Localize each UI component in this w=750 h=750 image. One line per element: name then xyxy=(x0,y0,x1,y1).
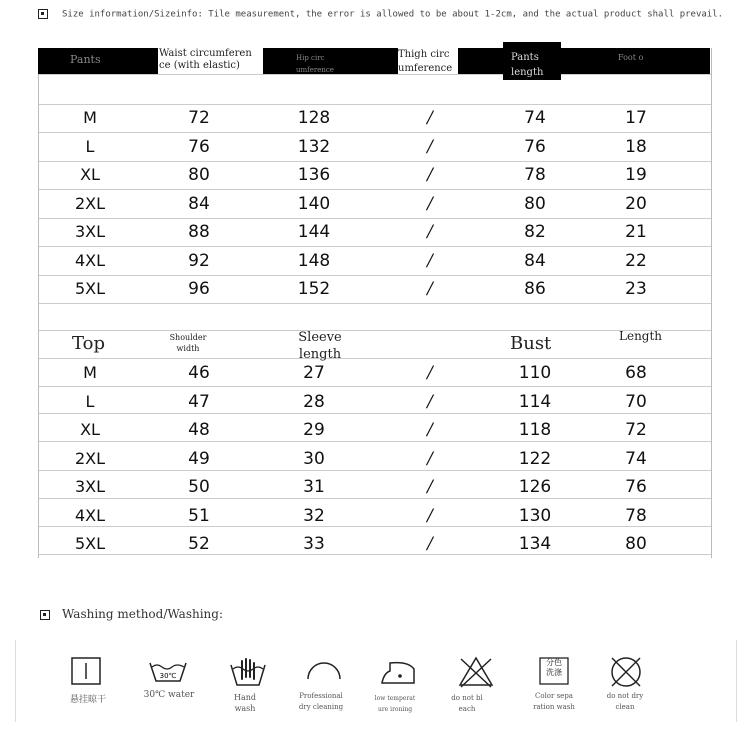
no-tumble-dry-icon xyxy=(606,655,646,689)
top-cell: 74 xyxy=(625,448,647,469)
top-cell: 33 xyxy=(303,534,325,554)
wash-label-no-bleach: do not bl each xyxy=(451,694,483,713)
top-cell: 32 xyxy=(303,505,325,526)
pants-cell: 5XL xyxy=(74,279,106,298)
top-cell: / xyxy=(427,477,433,497)
top-cell: 118 xyxy=(518,420,552,440)
top-cell: 28 xyxy=(303,391,325,412)
top-cell: 51 xyxy=(188,505,210,526)
top-cell: 52 xyxy=(188,534,210,554)
pants-cell: 4XL xyxy=(74,250,106,270)
pants-cell: 80 xyxy=(188,165,210,185)
top-cell: 134 xyxy=(518,534,552,554)
table-row-divider xyxy=(39,413,711,414)
pants-cell: 82 xyxy=(524,222,546,242)
pants-cell: 18 xyxy=(625,136,647,157)
pants-cell: 96 xyxy=(188,279,210,299)
pants-cell: 22 xyxy=(625,250,647,271)
table-row-divider xyxy=(39,275,711,276)
iron-low-icon xyxy=(378,655,418,689)
pants-cell: 80 xyxy=(524,193,546,214)
table-row-divider xyxy=(39,104,711,105)
pants-cell: 144 xyxy=(297,222,331,242)
pants-cell: 84 xyxy=(524,250,546,271)
pants-cell: 86 xyxy=(524,279,546,299)
hang-dry-icon xyxy=(70,655,110,689)
top-cell: / xyxy=(427,448,433,469)
foot-header: Foot o xyxy=(618,53,644,62)
top-cell: 114 xyxy=(518,391,552,412)
top-cell: 27 xyxy=(303,363,325,383)
pants-cell: 74 xyxy=(524,108,546,128)
table-row-divider xyxy=(39,189,711,190)
top-cell: / xyxy=(427,363,433,383)
washing-title-text: Washing method/Washing: xyxy=(62,607,223,621)
pants-cell: / xyxy=(427,279,433,299)
pants-cell: M xyxy=(83,108,97,127)
top-cell: 130 xyxy=(518,505,552,526)
pants-cell: 78 xyxy=(524,165,546,185)
wash-label-iron: low temperat ure ironing xyxy=(374,695,416,713)
pants-cell: 19 xyxy=(625,165,647,185)
pants-cell: 128 xyxy=(297,108,331,128)
wash-label-dry-clean: Professional dry cleaning xyxy=(298,692,344,711)
table-row-divider xyxy=(39,441,711,442)
pants-cell: 17 xyxy=(625,108,647,128)
pants-header-bar xyxy=(38,48,710,74)
pants-cell: XL xyxy=(80,165,100,184)
top-cell: / xyxy=(427,505,433,526)
bullet-icon xyxy=(40,610,50,620)
top-cell: L xyxy=(85,391,95,411)
pants-cell: / xyxy=(427,250,433,271)
pants-cell: 140 xyxy=(297,193,331,214)
top-cell: 72 xyxy=(625,420,647,440)
top-cell: XL xyxy=(80,420,100,439)
table-row-divider xyxy=(39,161,711,162)
pants-length-header: Pants length xyxy=(503,42,561,80)
washing-title xyxy=(40,607,223,621)
table-row-divider xyxy=(39,218,711,219)
shoulder-header: Shoulder width xyxy=(169,333,207,353)
bullet-icon xyxy=(38,9,48,19)
top-cell: 29 xyxy=(303,420,325,440)
top-cell: 49 xyxy=(188,448,210,469)
table-row-divider xyxy=(39,498,711,499)
top-cell: 46 xyxy=(188,363,210,383)
top-cell: 47 xyxy=(188,391,210,412)
top-cell: / xyxy=(427,534,433,554)
pants-cell: 76 xyxy=(524,136,546,157)
pants-cell: 84 xyxy=(188,193,210,214)
pants-cell: 92 xyxy=(188,250,210,271)
wash-30-icon xyxy=(148,655,188,689)
table-row-divider xyxy=(39,132,711,133)
table-row-divider xyxy=(39,246,711,247)
top-cell: M xyxy=(83,363,97,382)
top-cell: 31 xyxy=(303,477,325,497)
thigh-header: Thigh circ umference xyxy=(398,48,458,74)
no-bleach-icon xyxy=(456,655,496,689)
pants-cell: 136 xyxy=(297,165,331,185)
top-header-label: Top xyxy=(72,333,105,354)
pants-cell: 2XL xyxy=(74,193,106,213)
top-cell: 30 xyxy=(303,448,325,469)
pants-cell: 23 xyxy=(625,279,647,299)
pants-header-label: Pants xyxy=(70,53,101,66)
wash-label-30: 30℃ water xyxy=(143,690,195,700)
pants-cell: 88 xyxy=(188,222,210,242)
top-cell: 126 xyxy=(518,477,552,497)
table-row-divider xyxy=(39,303,711,304)
table-row-divider xyxy=(39,74,711,75)
wash-label-no-dry-clean: do not dry clean xyxy=(606,692,644,711)
hip-header: Hip circ umference xyxy=(296,54,334,74)
separate-wash-badge: 分色 洗涤 xyxy=(546,658,562,677)
pants-cell: 152 xyxy=(297,279,331,299)
top-cell: / xyxy=(427,420,433,440)
table-row-divider xyxy=(39,330,711,331)
table-row-divider xyxy=(39,526,711,527)
hand-wash-icon xyxy=(228,655,268,689)
wash-label-separate: Color sepa ration wash xyxy=(533,692,575,711)
top-cell: 80 xyxy=(625,534,647,554)
top-cell: / xyxy=(427,391,433,412)
wash-label-hand: Hand wash xyxy=(233,693,257,713)
top-cell: 4XL xyxy=(74,505,106,525)
pants-cell: 21 xyxy=(625,222,647,242)
pants-cell: 132 xyxy=(297,136,331,157)
dry-clean-icon xyxy=(304,655,344,689)
wash-30-badge: 30℃ xyxy=(159,672,177,680)
top-cell: 48 xyxy=(188,420,210,440)
top-cell: 78 xyxy=(625,505,647,526)
sleeve-header: Sleeve length xyxy=(298,330,342,362)
table-row-divider xyxy=(39,358,711,359)
table-row-divider xyxy=(39,554,711,555)
pants-cell: L xyxy=(85,136,95,156)
size-info-line xyxy=(38,9,723,20)
pants-cell: / xyxy=(427,165,433,185)
top-cell: 122 xyxy=(518,448,552,469)
pants-cell: 72 xyxy=(188,108,210,128)
top-cell: 50 xyxy=(188,477,210,497)
pants-cell: 76 xyxy=(188,136,210,157)
pants-cell: 148 xyxy=(297,250,331,271)
table-row-divider xyxy=(39,386,711,387)
pants-cell: 20 xyxy=(625,193,647,214)
size-info-text: Size information/Sizeinfo: Tile measurement, the error is allowed to be about 1-2cm, and the actual product shall prevail. xyxy=(62,9,724,20)
top-cell: 70 xyxy=(625,391,647,412)
top-cell: 68 xyxy=(625,363,647,383)
pants-cell: 3XL xyxy=(74,222,106,241)
top-cell: 2XL xyxy=(74,448,106,468)
pants-cell: / xyxy=(427,108,433,128)
pants-cell: / xyxy=(427,193,433,214)
length-header: Length xyxy=(619,329,663,343)
top-cell: 110 xyxy=(518,363,552,383)
bust-header: Bust xyxy=(510,333,552,354)
top-cell: 76 xyxy=(625,477,647,497)
top-cell: 5XL xyxy=(74,534,106,553)
waist-header: Waist circumferen ce (with elastic) xyxy=(158,48,263,74)
pants-cell: / xyxy=(427,136,433,157)
pants-cell: / xyxy=(427,222,433,242)
table-row-divider xyxy=(39,470,711,471)
wash-label-hang-dry: 悬挂晾干 xyxy=(69,695,106,705)
top-cell: 3XL xyxy=(74,477,106,496)
